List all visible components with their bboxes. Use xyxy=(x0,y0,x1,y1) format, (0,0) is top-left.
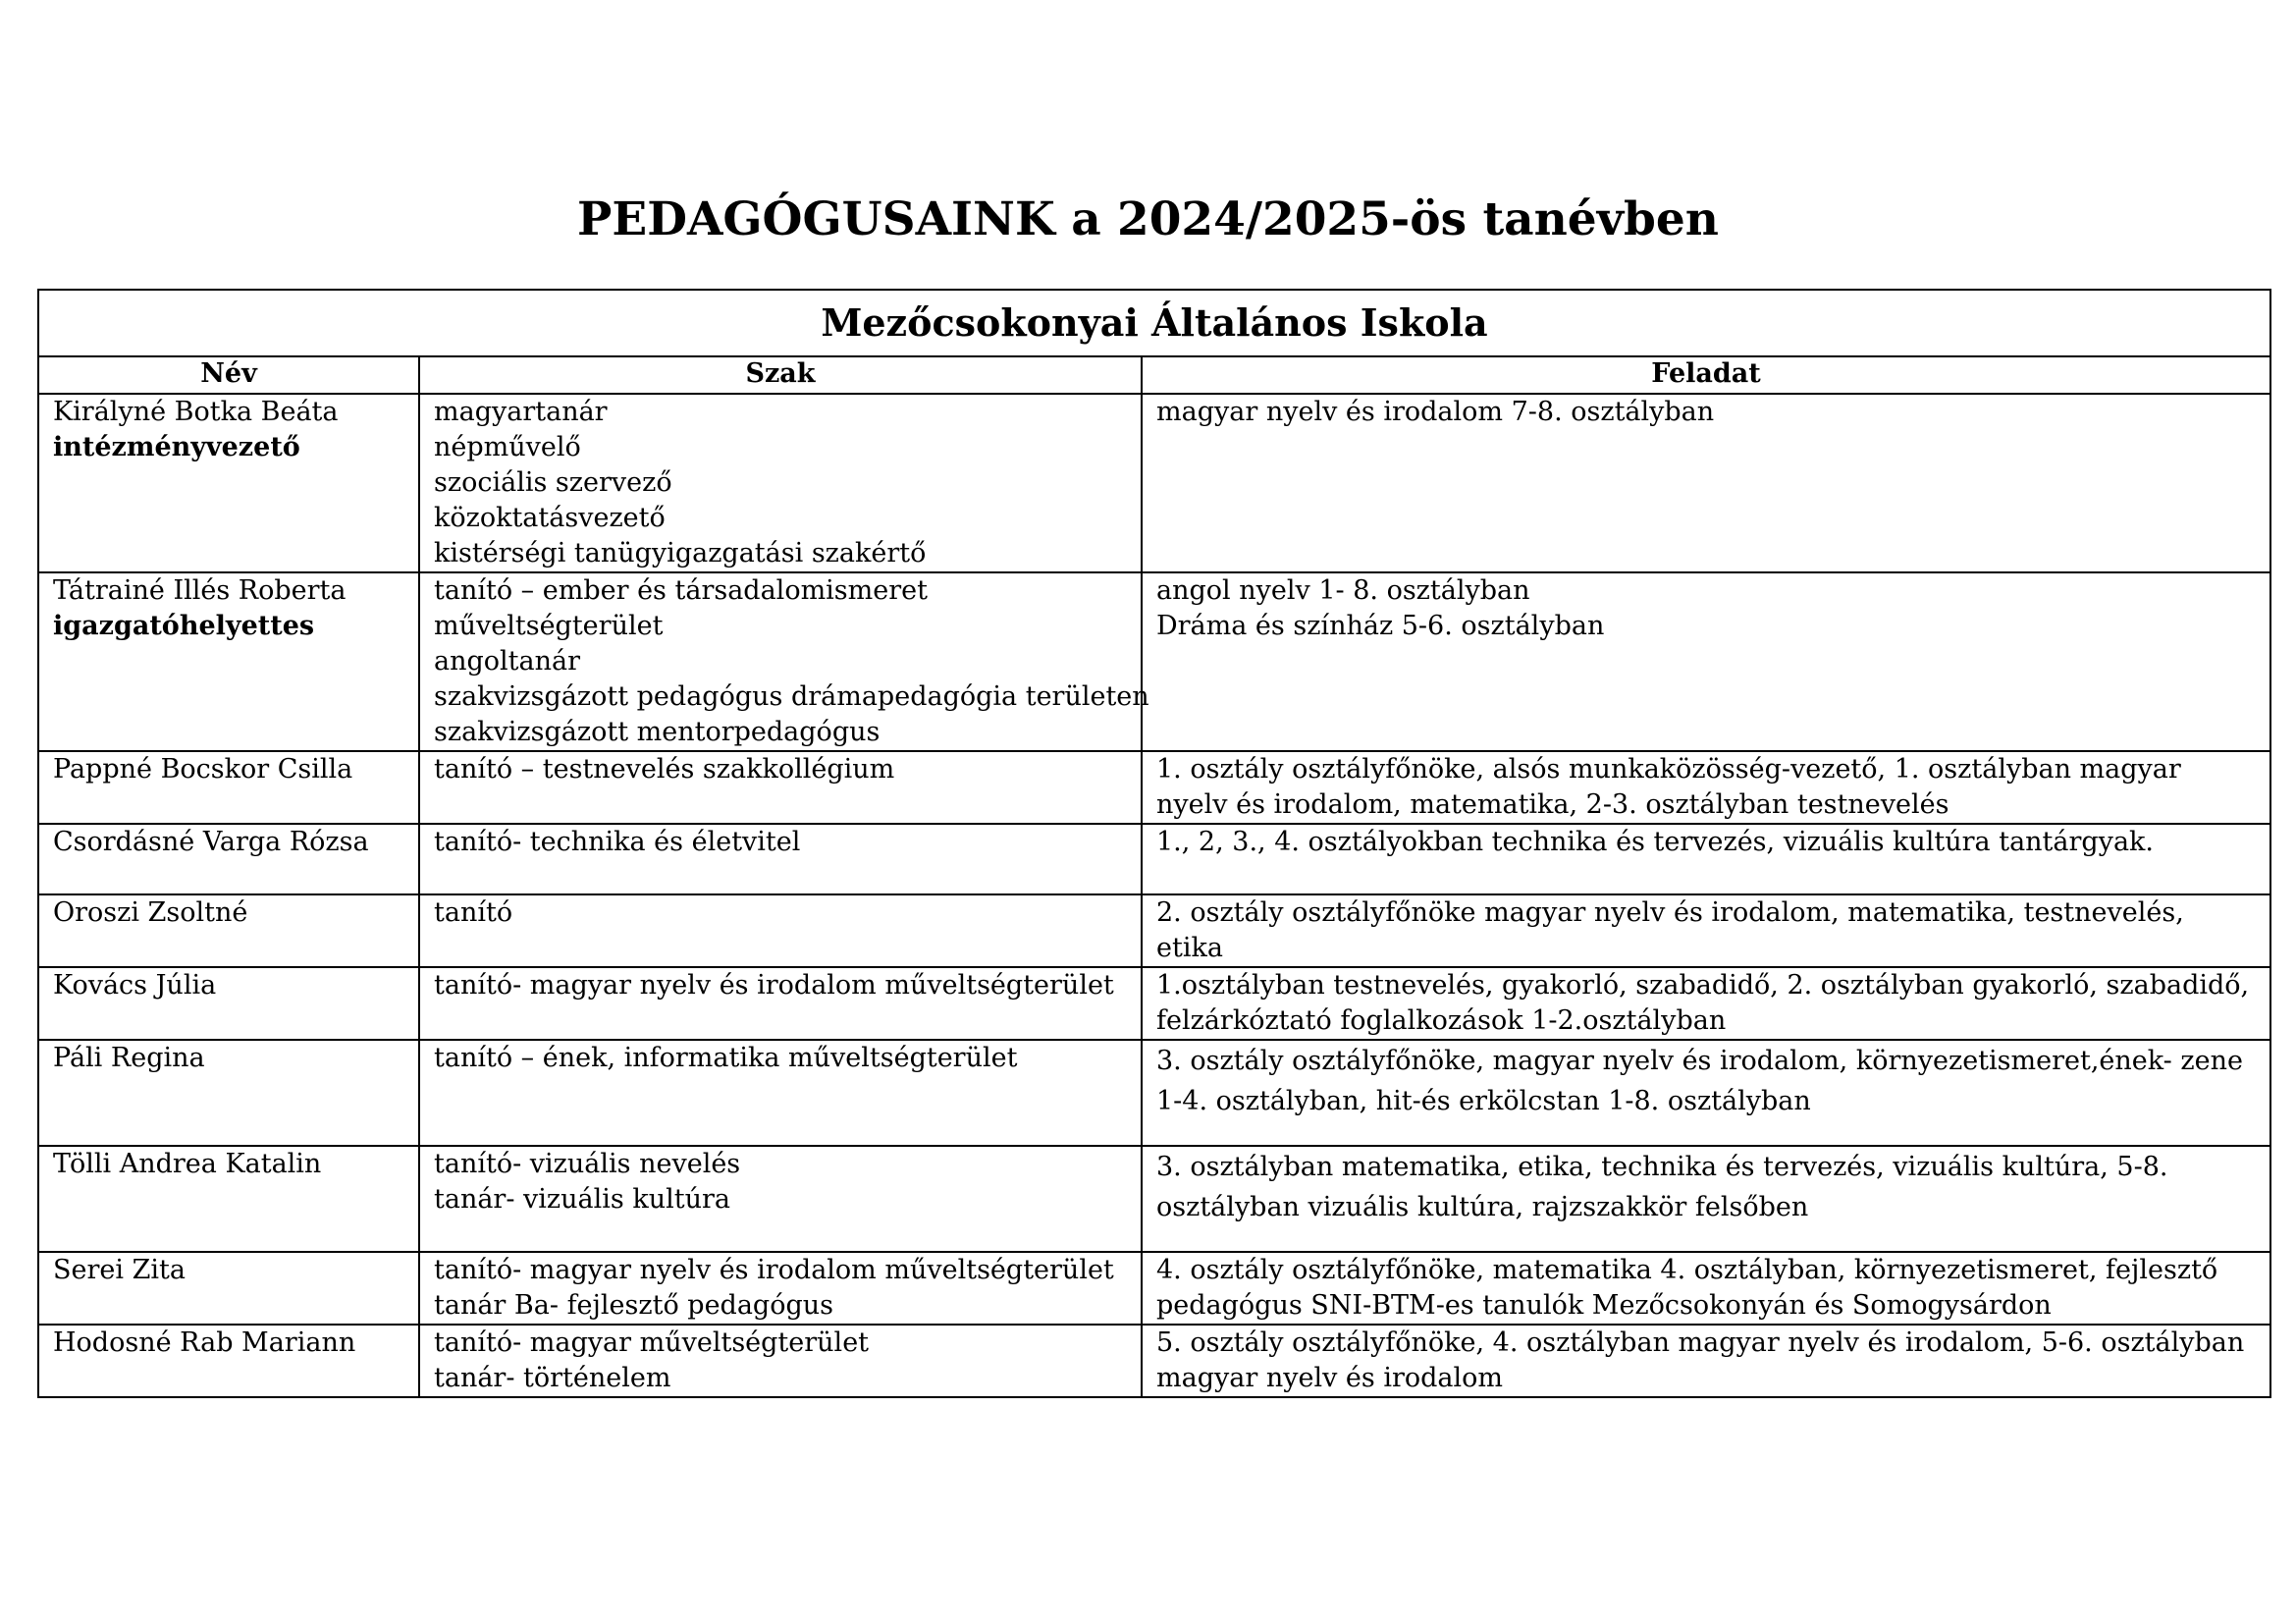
task-cell xyxy=(1142,751,2270,824)
staff-table xyxy=(37,289,2271,1398)
teacher-name: Tátrainé Illés Roberta xyxy=(53,575,347,606)
teacher-role: intézményvezető xyxy=(53,432,300,462)
name-cell xyxy=(38,1040,419,1146)
task-text: Dráma és színház 5-6. osztályban xyxy=(1156,611,1605,641)
major-line: tanító – ember és társadalomismeret xyxy=(434,575,928,606)
table-row xyxy=(38,1146,2270,1252)
major-line: népművelő xyxy=(434,432,581,462)
major-line: tanító – ének, informatika műveltségterület xyxy=(434,1043,1018,1073)
task-text: 3. osztály osztályfőnöke, magyar nyelv és irodalom, környezetismeret,ének- zene 1-4. osztályban, hit-és erkölcstan 1-8. osztályban xyxy=(1156,1046,2243,1116)
major-line: tanító xyxy=(434,897,513,928)
major-line: kistérségi tanügyigazgatási szakértő xyxy=(434,538,927,568)
task-cell xyxy=(1142,1325,2270,1397)
name-cell xyxy=(38,824,419,894)
major-line: tanár Ba- fejlesztő pedagógus xyxy=(434,1290,834,1321)
teacher-name: Oroszi Zsoltné xyxy=(53,897,248,928)
name-cell xyxy=(38,1146,419,1252)
task-text: 3. osztályban matematika, etika, technika és tervezés, vizuális kultúra, 5-8. osztályban vizuális kultúra, rajzszakkör felsőben xyxy=(1156,1152,2168,1222)
task-cell xyxy=(1142,394,2270,572)
teacher-name: Királyné Botka Beáta xyxy=(53,397,339,427)
major-cell xyxy=(419,1252,1142,1325)
major-line: tanító- magyar nyelv és irodalom műveltségterület xyxy=(434,970,1114,1001)
teacher-role: igazgatóhelyettes xyxy=(53,611,315,641)
major-line: tanár- vizuális kultúra xyxy=(434,1184,730,1215)
table-row xyxy=(38,967,2270,1040)
task-text: 4. osztály osztályfőnöke, matematika 4. osztályban, környezetismeret, fejlesztő pedagógus SNI-BTM-es tanulók Mezőcsokonyán és Somogysárdon xyxy=(1156,1255,2218,1321)
column-header-row xyxy=(38,356,2270,394)
teacher-name: Kovács Júlia xyxy=(53,970,217,1001)
table-row xyxy=(38,1040,2270,1146)
major-line: tanító- vizuális nevelés xyxy=(434,1149,741,1179)
major-line: műveltségterület xyxy=(434,611,664,641)
table-row xyxy=(38,1325,2270,1397)
teacher-name: Páli Regina xyxy=(53,1043,205,1073)
major-line: magyartanár xyxy=(434,397,608,427)
name-cell xyxy=(38,1252,419,1325)
page-title: PEDAGÓGUSAINK a 2024/2025-ös tanévben xyxy=(577,192,1719,246)
major-cell xyxy=(419,572,1149,751)
task-text: 1., 2, 3., 4. osztályokban technika és tervezés, vizuális kultúra tantárgyak. xyxy=(1156,827,2154,857)
major-line: szociális szervező xyxy=(434,467,672,498)
major-cell xyxy=(419,394,1142,572)
teacher-name: Hodosné Rab Mariann xyxy=(53,1327,356,1358)
teacher-name: Serei Zita xyxy=(53,1255,186,1285)
column-header-task: Feladat xyxy=(1142,356,2270,394)
major-line: tanító – testnevelés szakkollégium xyxy=(434,754,895,785)
name-cell xyxy=(38,572,419,751)
school-header-row xyxy=(38,290,2270,356)
major-cell xyxy=(419,1040,1142,1146)
major-line: szakvizsgázott mentorpedagógus xyxy=(434,717,881,747)
task-text: 5. osztály osztályfőnöke, 4. osztályban magyar nyelv és irodalom, 5-6. osztályban magyar nyelv és irodalom xyxy=(1156,1327,2245,1393)
task-text: 1. osztály osztályfőnöke, alsós munkaközösség-vezető, 1. osztályban magyar nyelv és irodalom, matematika, 2-3. osztályban testnevelés xyxy=(1156,754,2181,820)
task-text: 2. osztály osztályfőnöke magyar nyelv és irodalom, matematika, testnevelés, etika xyxy=(1156,897,2184,963)
column-header-name: Név xyxy=(38,356,419,394)
major-line: tanító- magyar műveltségterület xyxy=(434,1327,870,1358)
task-cell xyxy=(1142,572,2270,751)
major-cell xyxy=(419,1146,1142,1252)
task-cell xyxy=(1142,1252,2270,1325)
name-cell xyxy=(38,967,419,1040)
name-cell xyxy=(38,894,419,967)
task-cell xyxy=(1142,824,2270,894)
task-cell xyxy=(1142,1040,2270,1146)
teacher-name: Pappné Bocskor Csilla xyxy=(53,754,353,785)
table-row xyxy=(38,1252,2270,1325)
teacher-name: Csordásné Varga Rózsa xyxy=(53,827,369,857)
teacher-name: Tölli Andrea Katalin xyxy=(53,1149,322,1179)
major-cell xyxy=(419,1325,1142,1397)
name-cell xyxy=(38,394,419,572)
task-text: angol nyelv 1- 8. osztályban xyxy=(1156,575,1530,606)
major-line: angoltanár xyxy=(434,646,581,677)
task-text: 1.osztályban testnevelés, gyakorló, szabadidő, 2. osztályban gyakorló, szabadidő, felzárkóztató foglalkozások 1-2.osztályban xyxy=(1156,970,2250,1036)
column-header-major: Szak xyxy=(419,356,1142,394)
table-row xyxy=(38,572,2270,751)
table-row xyxy=(38,751,2270,824)
table-row xyxy=(38,824,2270,894)
major-line: tanító- magyar nyelv és irodalom műveltségterület xyxy=(434,1255,1114,1285)
school-name: Mezőcsokonyai Általános Iskola xyxy=(38,290,2270,356)
task-cell xyxy=(1142,1146,2270,1252)
task-cell xyxy=(1142,967,2270,1040)
major-cell xyxy=(419,824,1142,894)
table-row xyxy=(38,394,2270,572)
major-cell xyxy=(419,894,1142,967)
major-line: közoktatásvezető xyxy=(434,503,666,533)
major-cell xyxy=(419,751,1142,824)
name-cell xyxy=(38,1325,419,1397)
task-text: magyar nyelv és irodalom 7-8. osztályban xyxy=(1156,397,1715,427)
major-line: szakvizsgázott pedagógus drámapedagógia területen xyxy=(434,681,1149,712)
table-row xyxy=(38,894,2270,967)
task-cell xyxy=(1142,894,2270,967)
major-line: tanító- technika és életvitel xyxy=(434,827,801,857)
name-cell xyxy=(38,751,419,824)
major-cell xyxy=(419,967,1142,1040)
major-line: tanár- történelem xyxy=(434,1363,671,1393)
